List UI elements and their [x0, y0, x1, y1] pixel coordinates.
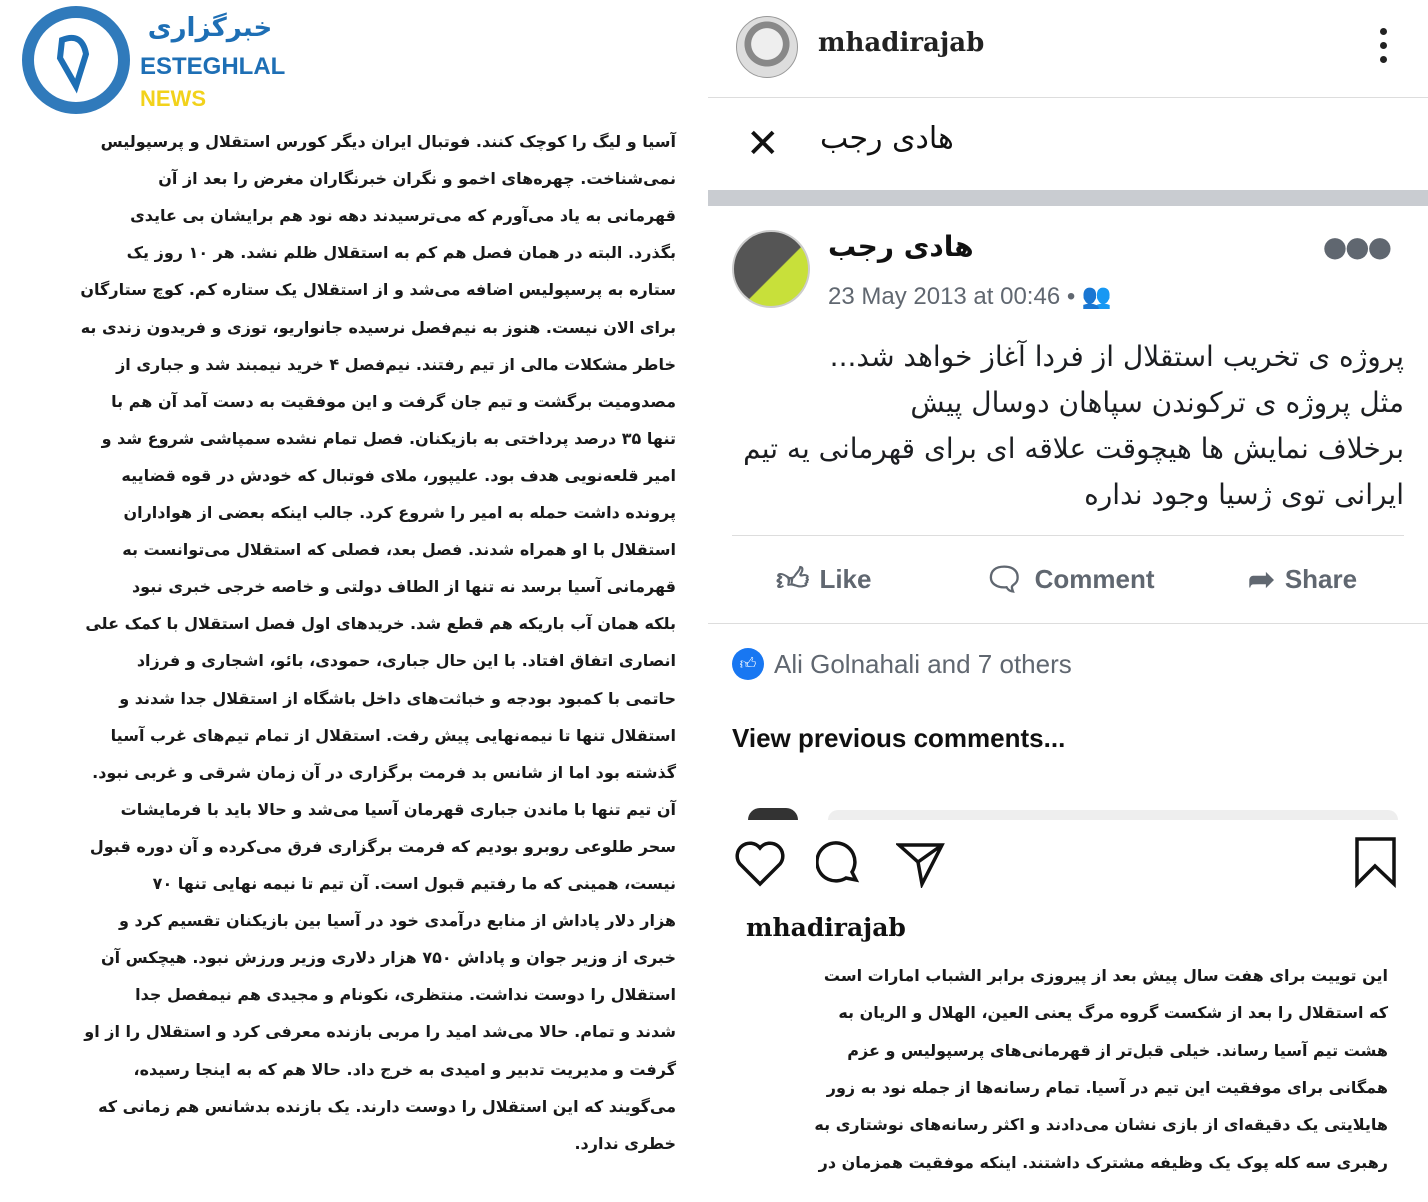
close-icon[interactable]: ✕	[746, 121, 780, 167]
text-line: سحر طلوعی روبرو بودیم که فرمت برگزاری فرق می‌کرده و آن دوره قبول	[89, 836, 676, 856]
like-label: Like	[819, 564, 872, 594]
reactions-summary[interactable]	[732, 648, 1072, 680]
text-line: استقلال با او همراه شدند. فصل بعد، فصلی که استقلال می‌توانست به	[122, 540, 676, 560]
thumbs-up-icon: 👍︎	[776, 561, 810, 597]
divider	[708, 623, 1428, 624]
text-line: استقلال تنها تا نیمه‌نهایی پیش رفت. استقلال از تمام تیم‌های غرب آسیا	[110, 725, 676, 745]
comment-icon[interactable]	[816, 840, 864, 888]
text-line: قهرمانی آسیا برسد نه تنها از الطاف دولتی و خاصه خرجی خبری نبود	[131, 577, 676, 597]
bookmark-icon[interactable]	[1354, 836, 1398, 888]
text-line: مثل پروژه ی ترکوندن سپاهان دوسال پیش	[910, 386, 1404, 419]
more-icon[interactable]: ●●●	[1322, 230, 1390, 263]
text-line: هشت تیم آسیا رساند. خیلی قبل‌تر از قهرمانی‌های پرسپولیس و عزم	[847, 1040, 1388, 1060]
instagram-post	[708, 0, 1428, 1202]
text-line: رهبری سه کله پوک یک وظیفه مشترک داشتند. اینکه موفقیت همزمان در	[818, 1152, 1388, 1172]
text-line: ستاره به پرسپولیس اضافه می‌شد و از استقلال یک ستاره کم. کوچ ستارگان	[80, 280, 676, 300]
text-line: هایلایتی یک دقیقه‌ای از بازی نشان می‌دادند و اکثر رسانه‌های نوشتاری به	[814, 1115, 1388, 1135]
text-line: پرونده داشت حمله به امیر را شروع کرد. جالب اینکه بعضی از هواداران	[123, 503, 676, 522]
esteghlal-news-watermark	[20, 4, 440, 116]
instagram-header	[708, 0, 1428, 98]
watermark-line1: ESTEGHLAL	[140, 53, 286, 80]
post-date-text: 23 May 2013 at 00:46 •	[828, 283, 1076, 310]
text-line: هزار دلار پاداش از منابع درآمدی خود در آسیا بین بازیکنان تقسیم کرد و	[119, 911, 676, 931]
text-line: برای الان نیست. هنوز به نیم‌فصل نرسیده جانواریو، توزی و فریدون زندی به	[80, 317, 676, 337]
text-line: امیر قلعه‌نویی هدف بود. علیپور، ملای فوتبال که خودش در قوه قضاییه	[121, 465, 676, 485]
divider	[732, 535, 1404, 536]
text-line: تنها ۳۵ درصد پرداختی به بازیکنان. فصل تمام نشده سمپاشی شروع شد و	[101, 428, 676, 448]
facebook-header	[708, 99, 1428, 191]
post-date	[828, 282, 1112, 311]
text-line: ایرانی توی ژسیا وجود نداره	[1084, 478, 1404, 511]
profile-avatar[interactable]	[736, 16, 798, 78]
facebook-header-title: هادی رجب	[820, 121, 954, 156]
text-line: که استقلال را بعد از شکست گروه مرگ یعنی العین، الهلال و الریان به	[838, 1003, 1388, 1023]
watermark-line2: NEWS	[140, 86, 206, 111]
comment-label: Comment	[1034, 563, 1155, 594]
text-line: خاطر مشکلات مالی از تیم رفتند. نیم‌فصل ۴ خرید نیمبند شد و جباری از	[116, 354, 676, 374]
text-line: نمی‌شناخت. چهره‌های اخمو و نگران خبرنگاران مغرض را بعد از آن	[158, 169, 676, 189]
text-line: بلکه همان آب باریکه هم قطع شد. خریدهای اول فصل استقلال با کمک علی	[85, 614, 676, 634]
text-line: گذشته بود اما از شانس بد فرمت برگزاری در آن زمان شرقی و غربی نبود.	[92, 762, 676, 782]
like-button[interactable]	[776, 560, 871, 599]
watermark-fa: خبرگزاری	[147, 13, 273, 43]
text-line: این توییت برای هفت سال پیش بعد از پیروزی برابر الشباب امارات است	[823, 966, 1388, 985]
caption-username[interactable]: mhadirajab	[746, 913, 906, 942]
text-line: بگذرد. البته در همان فصل هم کم به استقلال ظلم نشد. هر ۱۰ روز یک	[126, 243, 676, 263]
text-line: می‌گویند که این استقلال را دوست دارند. یک بازنده بدشانس هم زمانی که	[98, 1096, 676, 1116]
text-line: حاتمی با کمبود بودجه و خباثت‌های داخل باشگاه از استقلال جدا شدند و	[119, 688, 676, 708]
author-name[interactable]: هادی رجب	[828, 230, 974, 263]
more-options-icon[interactable]	[1380, 28, 1388, 63]
text-line: آن تیم تنها با ماندن جباری قهرمان آسیا می‌شد و حالا باید با فرمایشات	[120, 799, 676, 819]
text-line: خبری از وزیر جوان و پاداش ۷۵۰ هزار دلاری وزیر ورزش نبود. هیچکس آن	[100, 948, 676, 968]
text-line: برخلاف نمایش ها هیچوقت علاقه ای برای قهرمانی یه تیم	[743, 432, 1404, 465]
share-icon: ➦	[1248, 561, 1275, 597]
text-line: مصدومیت برگشت و تیم جان گرفت و این موفقیت به دست آمد آن هم با	[111, 391, 676, 411]
author-avatar[interactable]	[732, 230, 810, 308]
comment-preview	[748, 808, 798, 820]
send-icon[interactable]	[896, 840, 946, 888]
username[interactable]: mhadirajab	[818, 28, 985, 58]
text-line: آسیا و لیگ را کوچک کنند. فوتبال ایران دیگر کورس استقلال و پرسپولیس	[100, 132, 676, 151]
friends-icon: 👥	[1081, 283, 1112, 310]
separator-bar	[708, 190, 1428, 206]
text-line: شدند و تمام. حالا می‌شد امید را مربی بازنده معرفی کرد و استقلال را از او	[84, 1022, 676, 1042]
share-label: Share	[1284, 563, 1358, 594]
comment-icon: 🗨︎	[984, 561, 1025, 597]
comment-button[interactable]	[984, 560, 1155, 598]
text-line: خطری ندارد.	[574, 1133, 676, 1153]
text-line: نیست، همینی که ما رفتیم قبول است. آن تیم تا نیمه نهایی تنها ۷۰	[152, 874, 676, 893]
heart-icon[interactable]	[734, 840, 786, 888]
text-line: انصاری اتفاق افتاد. با این حال جباری، حمودی، بائو، اشجاری و فرزاد	[136, 651, 676, 671]
view-previous-comments[interactable]: View previous comments...	[732, 723, 1066, 753]
share-button[interactable]	[1248, 560, 1357, 598]
like-badge-icon: 👍︎	[732, 648, 764, 680]
reactions-text: Ali Golnahali and 7 others	[774, 648, 1072, 679]
text-line: همگانی برای موفقیت این تیم در آسیا. تمام رسانه‌ها از جمله نود به زور	[826, 1077, 1388, 1097]
text-line: پروژه ی تخریب استقلال از فردا آغاز خواهد شد...	[829, 340, 1404, 373]
text-line: استقلال را دوست نداشت. منتظری، نکونام و مجیدی هم نیمفصل جدا	[135, 985, 676, 1005]
text-line: گرفت و مدیریت تدبیر و امیدی به خرج داد. حالا هم که به اینجا رسیده،	[133, 1059, 676, 1079]
comment-bubble	[828, 810, 1398, 820]
text-line: قهرمانی به یاد می‌آورم که می‌ترسیدند دهه نود هم برایشان بی عایدی	[130, 206, 676, 226]
